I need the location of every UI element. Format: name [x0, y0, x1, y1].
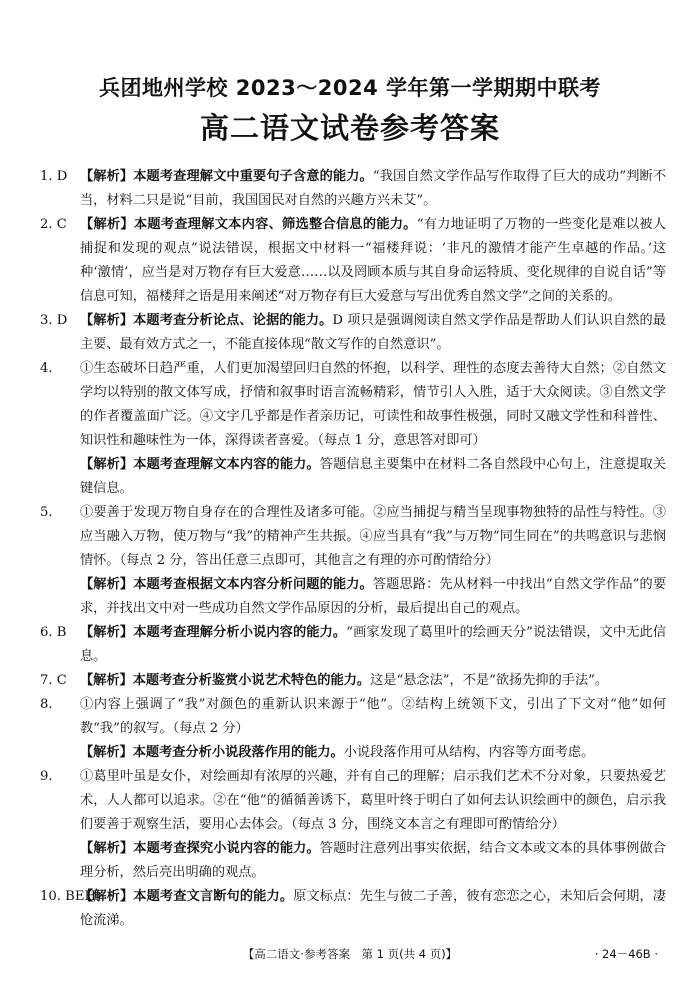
answer-item [40, 669, 666, 693]
answer-text: 答题思路：先从材料一中找出“自然文学作品”的要求，并找出文中对一些成功自然文学作品原因的分析，最后提出自己的观点。 [80, 577, 667, 616]
answer-number: 7. C [40, 673, 67, 688]
analysis-label: 【解析】本题考查文言断句的能力。 [80, 889, 294, 904]
answer-number: 1. D [40, 169, 68, 184]
answer-paragraph [80, 501, 666, 573]
answer-paragraph [80, 357, 666, 453]
answer-body [80, 885, 666, 933]
answer-text: D 项只是强调阅读自然文学作品是帮助人们认识自然的最主要、最有效方式之一，不能直接体现“散文写作的自然意识”。 [80, 313, 666, 352]
analysis-label: 【解析】本题考查理解文本内容的能力。 [80, 457, 320, 472]
answer-number: 6. B [40, 625, 67, 640]
document-code: · 24－46B · [594, 947, 658, 961]
answer-text: ①要善于发现万物自身存在的合理性及诸多可能。②应当捕捉与精当呈现事物独特的品性与特性。③应当融入万物，使万物与“我”的精神产生共振。④应当具有“我”与万物“同生同在”的共鸣意识与悲悯情怀。（每点 2 分，答出任意三点即可，其他言之有理的亦可酌情给分） [80, 505, 666, 568]
answer-body [80, 693, 666, 765]
analysis-label: 【解析】本题考查分析论点、论据的能力。 [80, 313, 333, 328]
exam-title: 兵团地州学校 2023～2024 学年第一学期期中联考 [98, 76, 601, 100]
answer-item [40, 357, 666, 501]
answer-item [40, 309, 666, 357]
answer-paragraph [80, 837, 666, 885]
answer-number: 9. [40, 769, 53, 784]
answer-paragraph [80, 669, 666, 693]
answer-paragraph [80, 765, 666, 837]
answer-paragraph [80, 213, 666, 309]
answer-number: 3. D [40, 313, 68, 328]
answers-list [40, 165, 666, 933]
answer-item [40, 213, 666, 309]
analysis-label: 【解析】本题考查根据文本内容分析问题的能力。 [80, 577, 373, 592]
answer-paragraph [80, 309, 666, 357]
answer-body [80, 621, 666, 669]
answer-paragraph [80, 885, 666, 933]
answer-paragraph [80, 453, 666, 501]
answer-item [40, 621, 666, 669]
answer-body [80, 213, 666, 309]
answer-text: ①生态破坏日趋严重，人们更加渴望回归自然的怀抱，以科学、理性的态度去善待大自然；②自然文学均以特别的散文体写成，抒情和叙事时语言流畅精彩，情节引人入胜，适于大众阅读。③自然文学的作者覆盖面广泛。④文字几乎都是作者亲历记，可读性和故事性极强，同时又融文学性和科普性、知识性和趣味性为一体，深得读者喜爱。（每点 1 分，意思答对即可） [80, 361, 666, 448]
page-number-label: 【高二语文·参考答案 第 1 页(共 4 页)】 [242, 947, 458, 961]
answer-text: 答题时注意列出事实依据，结合文本或文本的具体事例做合理分析，然后亮出明确的观点。 [80, 841, 666, 880]
answer-text: “有力地证明了万物的一些变化是难以被人捕捉和发现的观点”说法错误，根据文中材料一“福楼拜说：‘非凡的激情才能产生卓越的作品。’这种‘激情’，应当是对万物存有巨大爱意……以及罔顾本质与其自身命运特质、变化规律的自说自话”等信息可知，福楼拜之语是用来阐述“对万物存有巨大爱意与写出优秀自然文学”之间的关系的。 [80, 217, 666, 304]
analysis-label: 【解析】本题考查分析小说段落作用的能力。 [80, 745, 344, 760]
answer-body [80, 357, 666, 501]
answer-item [40, 165, 666, 213]
answer-body [80, 165, 666, 213]
answer-item [40, 885, 666, 933]
answer-text: 原文标点：先生与彼二子善，彼有恋恋之心，未知后会何期，凄怆流涕。 [80, 889, 666, 928]
analysis-label: 【解析】本题考查分析鉴赏小说艺术特色的能力。 [80, 673, 371, 688]
analysis-label: 【解析】本题考查理解文中重要句子含意的能力。 [80, 169, 373, 184]
analysis-label: 【解析】本题考查探究小说内容的能力。 [80, 841, 320, 856]
answer-number: 5. [40, 505, 53, 520]
answer-item [40, 693, 666, 765]
answer-number: 2. C [40, 217, 67, 232]
answer-paragraph [80, 573, 666, 621]
answer-item [40, 501, 666, 621]
answer-body [80, 309, 666, 357]
answer-number: 4. [40, 361, 53, 376]
answer-paragraph [80, 693, 666, 741]
answer-body [80, 669, 666, 693]
answer-item [40, 765, 666, 885]
analysis-label: 【解析】本题考查理解文本内容、筛选整合信息的能力。 [80, 217, 417, 232]
analysis-label: 【解析】本题考查理解分析小说内容的能力。 [80, 625, 347, 640]
answer-paragraph [80, 621, 666, 669]
answer-text: ①葛里叶虽是女仆，对绘画却有浓厚的兴趣，并有自己的理解；启示我们艺术不分对象，只要热爱艺术，人人都可以追求。②在“他”的循循善诱下，葛里叶终于明白了如何去认识绘画中的颜色，启示我们要善于观察生活，要用心去体会。（每点 3 分，围绕文本言之有理即可酌情给分） [80, 769, 666, 832]
answer-paragraph [80, 741, 666, 765]
answer-text: 这是“悬念法”，不是“欲扬先抑的手法”。 [370, 673, 609, 688]
answer-body [80, 501, 666, 621]
answer-text: 答题信息主要集中在材料二各自然段中心句上，注意提取关键信息。 [80, 457, 666, 496]
answer-paragraph [80, 165, 666, 213]
answer-body [80, 765, 666, 885]
answer-text: “画家发现了葛里叶的绘画天分”说法错误，文中无此信息。 [80, 625, 667, 664]
answer-text: 小说段落作用可从结构、内容等方面考虑。 [343, 745, 595, 760]
answer-text: ①内容上强调了“我”对颜色的重新认识来源于“他”。②结构上统领下文，引出了下文对“他”如何教“我”的叙写。（每点 2 分） [80, 697, 666, 736]
answer-number: 10. BEH [40, 889, 96, 904]
answer-text: “我国自然文学作品写作取得了巨大的成功”判断不当，材料二只是说“目前，我国国民对自然的兴趣方兴未艾”。 [80, 169, 667, 208]
document-title: 高二语文试卷参考答案 [199, 111, 500, 145]
answer-number: 8. [40, 697, 53, 712]
